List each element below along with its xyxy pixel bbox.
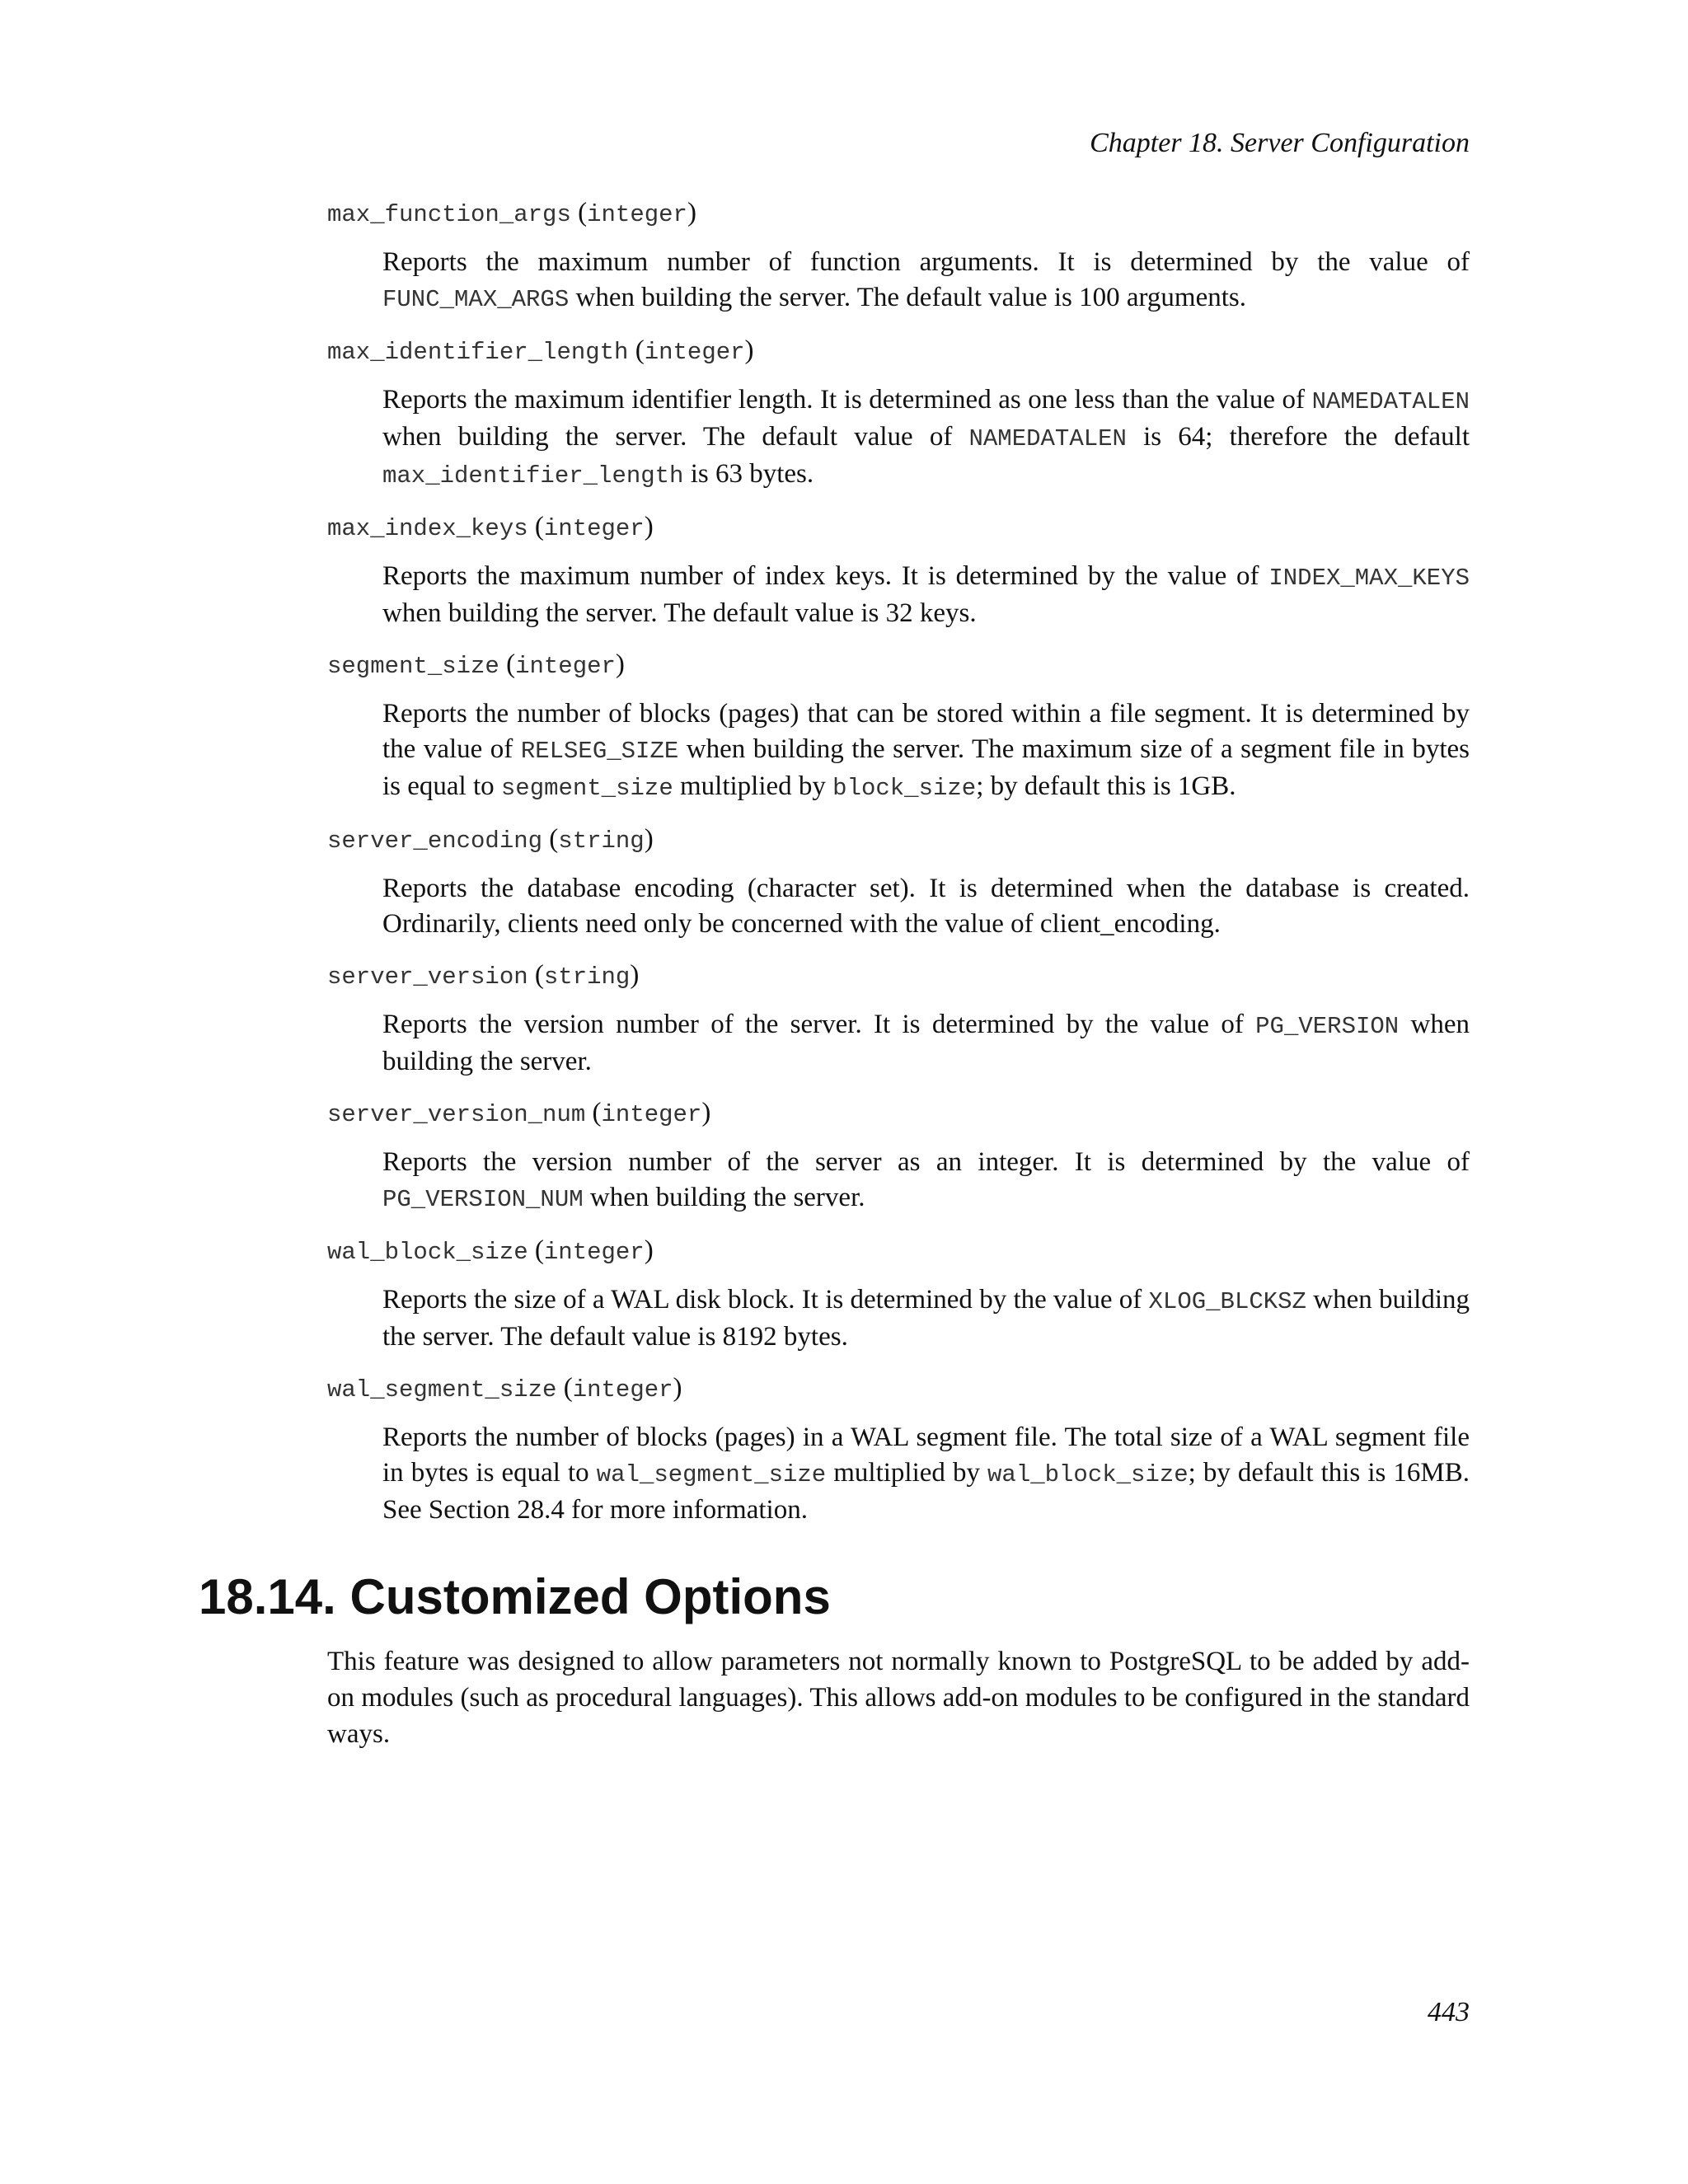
- parameter-type: integer: [543, 1239, 645, 1266]
- parameter-description: Reports the number of blocks (pages) that can be stored within a file segment. It is determined by the value of RELSEG_SIZE when building the server. The maximum size of a segment file in bytes is equal to segment_size multiplied by block_size; by default this is 1GB.: [382, 699, 1470, 802]
- parameter-type: string: [543, 963, 631, 991]
- section-heading: 18.14. Customized Options: [199, 1569, 831, 1624]
- parameter-type: integer: [601, 1101, 702, 1128]
- parameter-type: integer: [572, 1376, 673, 1404]
- parameter-type: integer: [644, 339, 745, 366]
- parameter-term: max_function_args (integer): [327, 198, 696, 228]
- parameter-entry: [327, 821, 1470, 942]
- parameter-description: Reports the size of a WAL disk block. It is determined by the value of XLOG_BLCKSZ when building the server. The default value is 8192 bytes.: [382, 1285, 1470, 1352]
- code-literal: wal_segment_size: [596, 1461, 827, 1488]
- parameter-entry: [327, 1094, 1470, 1217]
- parameter-entry: [327, 1232, 1470, 1355]
- code-literal: max_identifier_length: [382, 462, 684, 490]
- parameter-type: integer: [587, 201, 687, 228]
- parameter-description: Reports the maximum number of index keys. It is determined by the value of INDEX_MAX_KEYS when building the server. The default value is 32 keys.: [382, 561, 1470, 628]
- code-literal: RELSEG_SIZE: [520, 738, 679, 765]
- parameter-term: wal_block_size (integer): [327, 1235, 654, 1266]
- code-literal: INDEX_MAX_KEYS: [1268, 565, 1470, 592]
- parameter-name: server_encoding: [327, 827, 543, 855]
- parameter-entry: [327, 957, 1470, 1080]
- parameter-name: wal_block_size: [327, 1239, 528, 1266]
- parameter-description: Reports the version number of the server as an integer. It is determined by the value of PG_VERSION_NUM when building the server.: [382, 1147, 1470, 1213]
- page-number: 443: [1428, 1997, 1470, 2027]
- parameter-entry: [327, 332, 1470, 494]
- parameter-entry: [327, 194, 1470, 317]
- parameter-term: server_version_num (integer): [327, 1098, 711, 1128]
- parameter-entry: [327, 646, 1470, 806]
- parameter-entry: [327, 509, 1470, 631]
- code-literal: segment_size: [500, 775, 673, 802]
- parameter-term: wal_segment_size (integer): [327, 1373, 682, 1404]
- code-literal: NAMEDATALEN: [1311, 388, 1470, 415]
- parameter-term: segment_size (integer): [327, 649, 625, 680]
- code-literal: PG_VERSION: [1255, 1013, 1400, 1040]
- parameter-name: max_function_args: [327, 201, 571, 228]
- code-literal: block_size: [832, 775, 977, 802]
- running-header: Chapter 18. Server Configuration: [1090, 128, 1470, 158]
- code-literal: PG_VERSION_NUM: [382, 1186, 584, 1213]
- parameter-name: server_version: [327, 963, 528, 991]
- parameter-description: Reports the number of blocks (pages) in a WAL segment file. The total size of a WAL segment file in bytes is equal to wal_segment_size multiplied by wal_block_size; by default this is 16MB. See Section 28.4 for more information.: [382, 1422, 1470, 1525]
- section-body-text: This feature was designed to allow parameters not normally known to PostgreSQL to be added by add-on modules (such as procedural languages). This allows add-on modules to be configured in the standard ways.: [327, 1647, 1470, 1749]
- parameter-name: max_identifier_length: [327, 339, 629, 366]
- parameter-description: Reports the maximum identifier length. It is determined as one less than the value of NAMEDATALEN when building the server. The default value of NAMEDATALEN is 64; therefore the default max_identifier_length is 63 bytes.: [382, 385, 1470, 490]
- parameter-term: server_encoding (string): [327, 824, 654, 855]
- parameter-type: string: [558, 827, 645, 855]
- parameter-name: max_index_keys: [327, 515, 528, 542]
- parameter-entry: [327, 1370, 1470, 1528]
- parameter-term: server_version (string): [327, 960, 640, 991]
- code-literal: XLOG_BLCKSZ: [1148, 1288, 1306, 1315]
- parameter-term: max_index_keys (integer): [327, 512, 654, 542]
- parameter-description: Reports the version number of the server. It is determined by the value of PG_VERSION when building the server.: [382, 1010, 1470, 1076]
- parameter-term: max_identifier_length (integer): [327, 335, 754, 366]
- parameter-description: Reports the maximum number of function arguments. It is determined by the value of FUNC_MAX_ARGS when building the server. The default value is 100 arguments.: [382, 247, 1470, 313]
- code-literal: NAMEDATALEN: [968, 425, 1127, 452]
- parameter-name: server_version_num: [327, 1101, 586, 1128]
- parameter-type: integer: [543, 515, 645, 542]
- parameter-type: integer: [515, 653, 616, 680]
- parameter-name: wal_segment_size: [327, 1376, 557, 1404]
- code-literal: FUNC_MAX_ARGS: [382, 286, 570, 313]
- parameter-description: Reports the database encoding (character set). It is determined when the database is created. Ordinarily, clients need only be concerned with the value of client_encoding.: [382, 874, 1470, 939]
- parameter-list: [327, 194, 1470, 1543]
- code-literal: wal_block_size: [987, 1461, 1189, 1488]
- parameter-name: segment_size: [327, 653, 499, 680]
